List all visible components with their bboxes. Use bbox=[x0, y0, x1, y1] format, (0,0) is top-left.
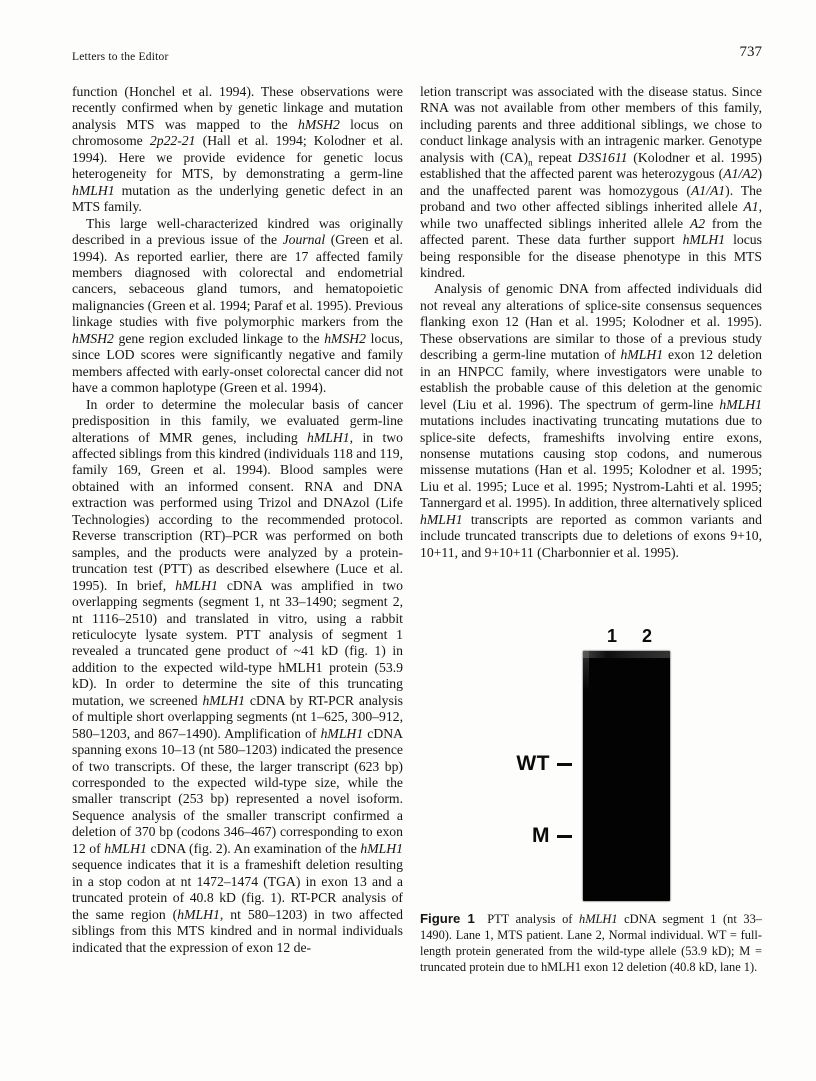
text-run: function (Honchel et al. 1994). These observations were recently confirmed when by genetic linkage and mutation analysis MTS was mapped to the bbox=[72, 84, 403, 132]
italic-text-run: hMLH1 bbox=[620, 347, 664, 363]
right-column bbox=[420, 84, 762, 561]
paragraph bbox=[420, 281, 762, 561]
text-run: n bbox=[528, 157, 533, 168]
text-run: from the affected parent. These data further support bbox=[420, 215, 762, 248]
italic-text-run: hMLH1 bbox=[177, 906, 220, 922]
text-run: letion transcript was associated with the disease status. Since RNA was not available from other members of this family, including parents and three additional siblings, we chose to conduct linkage analysis with an intragenic marker. Genotype analysis with (CA) bbox=[420, 84, 762, 165]
italic-text-run: hMLH1 bbox=[682, 232, 726, 248]
italic-text-run: hMLH1 bbox=[175, 577, 218, 593]
italic-text-run: hMLH1 bbox=[420, 511, 463, 527]
m-band-tick bbox=[557, 835, 572, 838]
left-column bbox=[72, 84, 403, 956]
italic-text-run: hMSH2 bbox=[324, 330, 367, 346]
wild-type-band-label bbox=[452, 752, 572, 776]
paragraph bbox=[72, 216, 403, 397]
italic-text-run: 2p22-21 bbox=[149, 133, 196, 149]
text-run: cDNA segment 1 (nt 33–1490). Lane 1, MTS patient. Lane 2, Normal individual. WT = full-length protein generated from the wild-type allele (53.9 kD); M = truncated protein due to hMLH1 exon 12 deletion (40.8 kD, lane 1). bbox=[420, 912, 762, 975]
text-run: , in two affected siblings from this kindred (individuals 118 and 119, family 169, Green et al. 1994). Blood samples were obtained with an informed consent. RNA and DNA extraction was performed using Trizol and DNAzol (Life Technologies) according to the recommended protocol. Reverse transcription (RT)–PCR was performed on both samples, and the products were analyzed by a protein-truncation test (PTT) as described elsewhere (Luce et al. 1995). In brief, bbox=[72, 429, 403, 593]
italic-text-run: hMSH2 bbox=[72, 330, 114, 346]
text-run: (Hall et al. 1994; Kolodner et al. 1994). Here we provide evidence for genetic locus heterogeneity for MTS, by demonstrating a germ-line bbox=[72, 133, 403, 182]
gel-blot-image bbox=[583, 651, 670, 901]
italic-text-run: hMLH1 bbox=[72, 182, 115, 198]
mutant-band-label bbox=[452, 824, 572, 848]
italic-text-run: hMLH1 bbox=[104, 840, 147, 856]
italic-text-run: A2 bbox=[689, 215, 706, 231]
running-title: Letters to the Editor bbox=[72, 51, 169, 63]
text-run: ). The proband and two other affected siblings inherited allele bbox=[420, 182, 762, 215]
text-run: cDNA by RT-PCR analysis of multiple short overlapping segments (nt 1–625, 300–912, 580–1203, and 867–1490). Amplification of bbox=[72, 692, 403, 741]
text-run: ) and the unaffected parent was homozygous ( bbox=[420, 166, 762, 198]
m-label-text: M bbox=[532, 824, 550, 847]
italic-text-run: hMLH1 bbox=[719, 396, 762, 412]
text-run: mutation as the underlying genetic defect in an MTS family. bbox=[72, 182, 403, 215]
text-run: In order to determine the molecular basis of cancer predisposition in this family, we evaluated germ-line alterations of MMR genes, including bbox=[72, 396, 403, 445]
text-run: (Green et al. 1994). As reported earlier, there are 17 affected family members diagnosed with colorectal and endometrial cancers, sebaceous gland tumors, and hematopoietic malignancies (Green et al. 1994; Paraf et al. 1995). Previous linkage studies with five polymorphic markers from the bbox=[72, 232, 403, 330]
italic-text-run: hMLH1 bbox=[360, 840, 404, 856]
text-run: gene region excluded linkage to the bbox=[113, 330, 325, 346]
wt-label-text: WT bbox=[516, 752, 550, 775]
wt-band-tick bbox=[557, 763, 572, 766]
text-run: cDNA (fig. 2). An examination of the bbox=[146, 840, 361, 856]
text-run: locus, since LOD scores were significantly negative and family members affected with early-onset colorectal cancer did not have a common haplotype (Green et al. 1994). bbox=[72, 330, 403, 396]
bold-label-run: Figure 1 bbox=[420, 911, 475, 926]
text-run: transcripts are reported as common variants and include truncated transcripts due to deletions of exons 9+10, 10+11, and 9+10+11 (Charbonnier et al. 1995). bbox=[420, 511, 762, 560]
gel-lane-2-label: 2 bbox=[641, 626, 652, 646]
italic-text-run: D3S1611 bbox=[577, 149, 628, 165]
page-number: 737 bbox=[739, 44, 762, 60]
text-run: Analysis of genomic DNA from affected individuals did not reveal any alterations of splice-site consensus sequences flanking exon 12 (Han et al. 1995; Kolodner et al. 1995). These observations are similar to those of a previous study describing a germ-line mutation of bbox=[420, 281, 762, 363]
text-run: sequence indicates that it is a frameshift deletion resulting in a stop codon at nt 1472–1474 (TGA) in exon 13 and a truncated protein of 40.8 kD (fig. 1). RT-PCR analysis of the same region ( bbox=[72, 857, 403, 922]
text-run: (Kolodner et al. 1995) established that the affected parent was heterozygous ( bbox=[420, 149, 762, 182]
text-run: locus on chromosome bbox=[72, 116, 403, 149]
italic-text-run: A1/A1 bbox=[690, 182, 726, 198]
text-run: , while two unaffected siblings inherited allele bbox=[420, 199, 762, 231]
italic-text-run: hMLH1 bbox=[320, 725, 364, 741]
figure-1 bbox=[420, 618, 762, 1081]
text-run: This large well-characterized kindred was originally described in a previous issue of the bbox=[72, 215, 403, 248]
text-run: , nt 580–1203) in two affected siblings from this MTS kindred and in normal individuals indicated that the expression of exon 12 de- bbox=[72, 906, 403, 955]
italic-text-run: hMLH1 bbox=[579, 912, 618, 926]
text-run: exon 12 deletion in an HNPCC family, where investigators were unable to establish the probable cause of this deletion at the genomic level (Liu et al. 1996). The spectrum of germ-line bbox=[420, 347, 762, 412]
paragraph bbox=[420, 84, 762, 281]
italic-text-run: hMSH2 bbox=[297, 116, 340, 132]
paragraph bbox=[72, 397, 403, 956]
text-run: PTT analysis of bbox=[474, 912, 579, 926]
text-run: cDNA spanning exons 10–13 (nt 580–1203) indicated the presence of two transcripts. Of these, the larger transcript (623 bp) corresponded to the expected wild-type size, while the smaller transcript (253 bp) represented a novel isoform. Sequence analysis of the smaller transcript confirmed a deletion of 370 bp (codons 346–467) corresponding to exon 12 of bbox=[72, 725, 403, 856]
figure-caption bbox=[420, 911, 762, 975]
italic-text-run: Journal bbox=[282, 232, 326, 248]
text-run: mutations includes inactivating truncating mutations due to splice-site defects, frameshifts involving entire exons, nonsense mutations causing stop codons, and numerous missense mutations (Han et al. 1995; Kolodner et al. 1995; Liu et al. 1995; Luce et al. 1995; Nystrom-Lahti et al. 1995; Tannergard et al. 1995). In addition, three alternatively spliced bbox=[420, 413, 762, 511]
text-run: cDNA was amplified in two overlapping segments (segment 1, nt 33–1490; segment 2, nt 1116–2510) and translated in vitro, using a rabbit reticulocyte lysate system. PTT analysis of segment 1 revealed a truncated gene product of ~41 kD (fig. 1) in addition to the expected wild-type hMLH1 protein (53.9 kD). In order to determine the site of this truncating mutation, we screened bbox=[72, 577, 403, 708]
italic-text-run: hMLH1 bbox=[307, 429, 350, 445]
text-run: locus being responsible for the disease phenotype in this MTS kindred. bbox=[420, 232, 762, 280]
italic-text-run: A1/A2 bbox=[723, 166, 758, 182]
paragraph bbox=[72, 84, 403, 216]
italic-text-run: hMLH1 bbox=[202, 692, 246, 708]
text-run: repeat bbox=[532, 149, 578, 165]
italic-text-run: A1 bbox=[743, 199, 759, 215]
gel-lane-1-label: 1 bbox=[606, 626, 617, 646]
